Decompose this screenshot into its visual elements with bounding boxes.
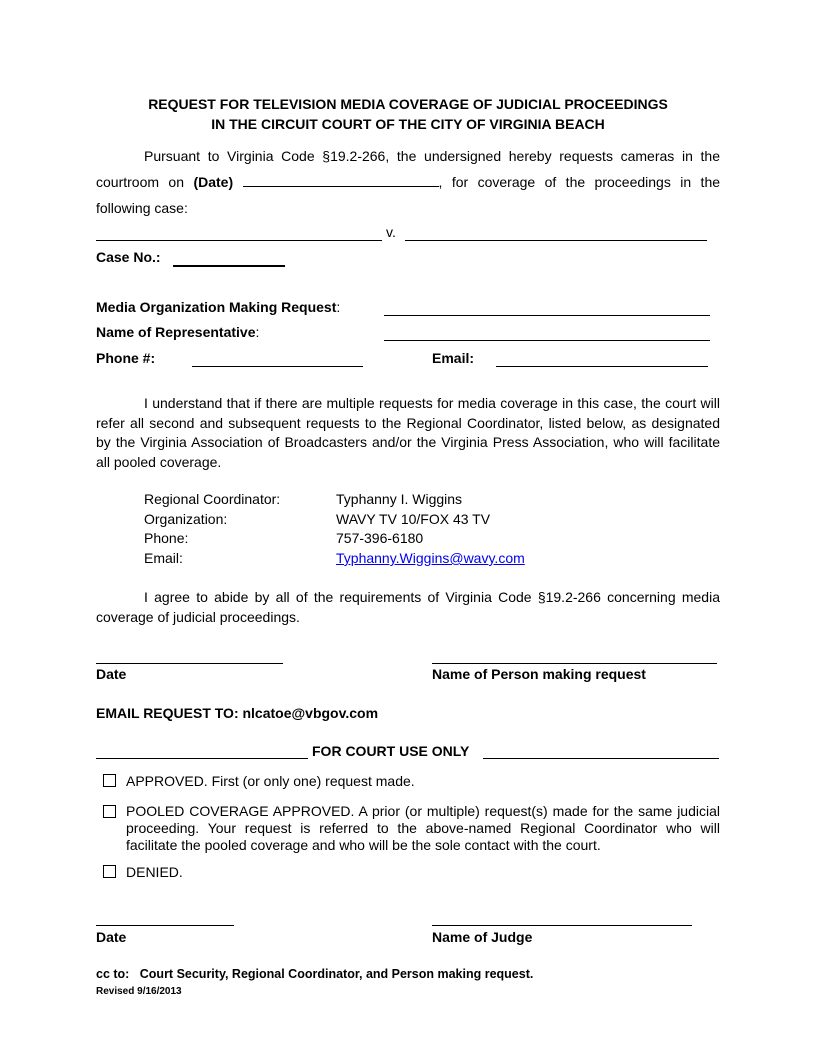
judge-name-field[interactable] [432,925,692,926]
denied-checkbox[interactable] [103,865,116,878]
coordinator-email-link[interactable]: Typhanny.Wiggins@wavy.com [336,550,525,566]
court-use-rule-right [483,758,719,759]
agree-paragraph: I agree to abide by all of the requirements of Virginia Code §19.2-266 concerning media coverage of judicial proceedings. [96,589,720,625]
approved-option-text: APPROVED. First (or only one) request made. [126,773,415,789]
representative-label: Name of Representative [96,324,256,340]
defendant-field[interactable] [405,240,707,241]
understand-paragraph: I understand that if there are multiple requests for media coverage in this case, the court will refer all second and subsequent requests to the Regional Coordinator, listed below, as designated by the Virginia Association of Broadcasters and/or the Virginia Press Association, who will facilitate all pooled coverage. [96,395,720,470]
pooled-checkbox[interactable] [103,805,116,818]
judge-date-field[interactable] [96,925,234,926]
form-title-line-2: IN THE CIRCUIT COURT OF THE CITY OF VIRGINIA BEACH [211,116,605,132]
organization-value: WAVY TV 10/FOX 43 TV [336,511,491,527]
request-date-field[interactable] [96,663,283,664]
coordinator-phone-label: Phone: [144,530,189,546]
phone-label: Phone #: [96,350,156,366]
form-title-line-1: REQUEST FOR TELEVISION MEDIA COVERAGE OF JUDICIAL PROCEEDINGS [148,96,668,112]
requester-name-field[interactable] [432,663,717,664]
email-field[interactable] [496,366,708,367]
case-no-label: Case No.: [96,249,161,265]
media-org-field[interactable] [384,315,710,316]
email-request-line: EMAIL REQUEST TO: nlcatoe@vbgov.com [96,705,379,721]
court-use-rule-left [96,758,308,759]
representative-row [96,324,259,340]
intro-text-2: , for coverage of the proceedings in the following case: [96,174,721,216]
plaintiff-field[interactable] [96,240,382,241]
cc-label: cc to: [96,967,130,981]
cc-line [96,967,533,981]
date-label: (Date) [193,174,234,190]
coordinator-value: Typhanny I. Wiggins [336,491,463,507]
phone-field[interactable] [192,366,363,367]
intro-text-1: Pursuant to Virginia Code §19.2-266, the undersigned hereby requests cameras in the courtroom on [96,148,720,190]
case-no-field[interactable] [173,265,285,267]
approved-checkbox[interactable] [103,774,116,787]
coordinator-phone-value: 757-396-6180 [336,530,424,546]
versus-text: v. [386,224,396,240]
representative-colon: : [255,324,260,340]
representative-field[interactable] [384,340,710,341]
cc-text: Court Security, Regional Coordinator, and Person making request. [139,967,534,981]
media-org-label: Media Organization Making Request [96,299,337,315]
coordinator-label: Regional Coordinator: [144,491,281,507]
email-label: Email: [432,350,475,366]
judge-date-label: Date [96,929,127,945]
revised-date: Revised 9/16/2013 [96,986,182,997]
judge-name-label: Name of Judge [432,929,533,945]
media-org-row [96,299,340,315]
request-date-label: Date [96,666,127,682]
pooled-option-text: POOLED COVERAGE APPROVED. A prior (or multiple) request(s) made for the same judicial proceeding. Your request is referred to the above-named Regional Coordinator who will facilitate the pooled coverage and who will be the sole contact with the court. [126,803,720,853]
coverage-date-field[interactable] [243,172,439,187]
denied-option-text: DENIED. [126,864,183,880]
coordinator-email-label: Email: [144,550,183,566]
intro-paragraph [96,143,720,221]
court-use-heading: FOR COURT USE ONLY [312,743,470,759]
organization-label: Organization: [144,511,228,527]
requester-name-label: Name of Person making request [432,666,646,682]
media-org-colon: : [336,299,341,315]
